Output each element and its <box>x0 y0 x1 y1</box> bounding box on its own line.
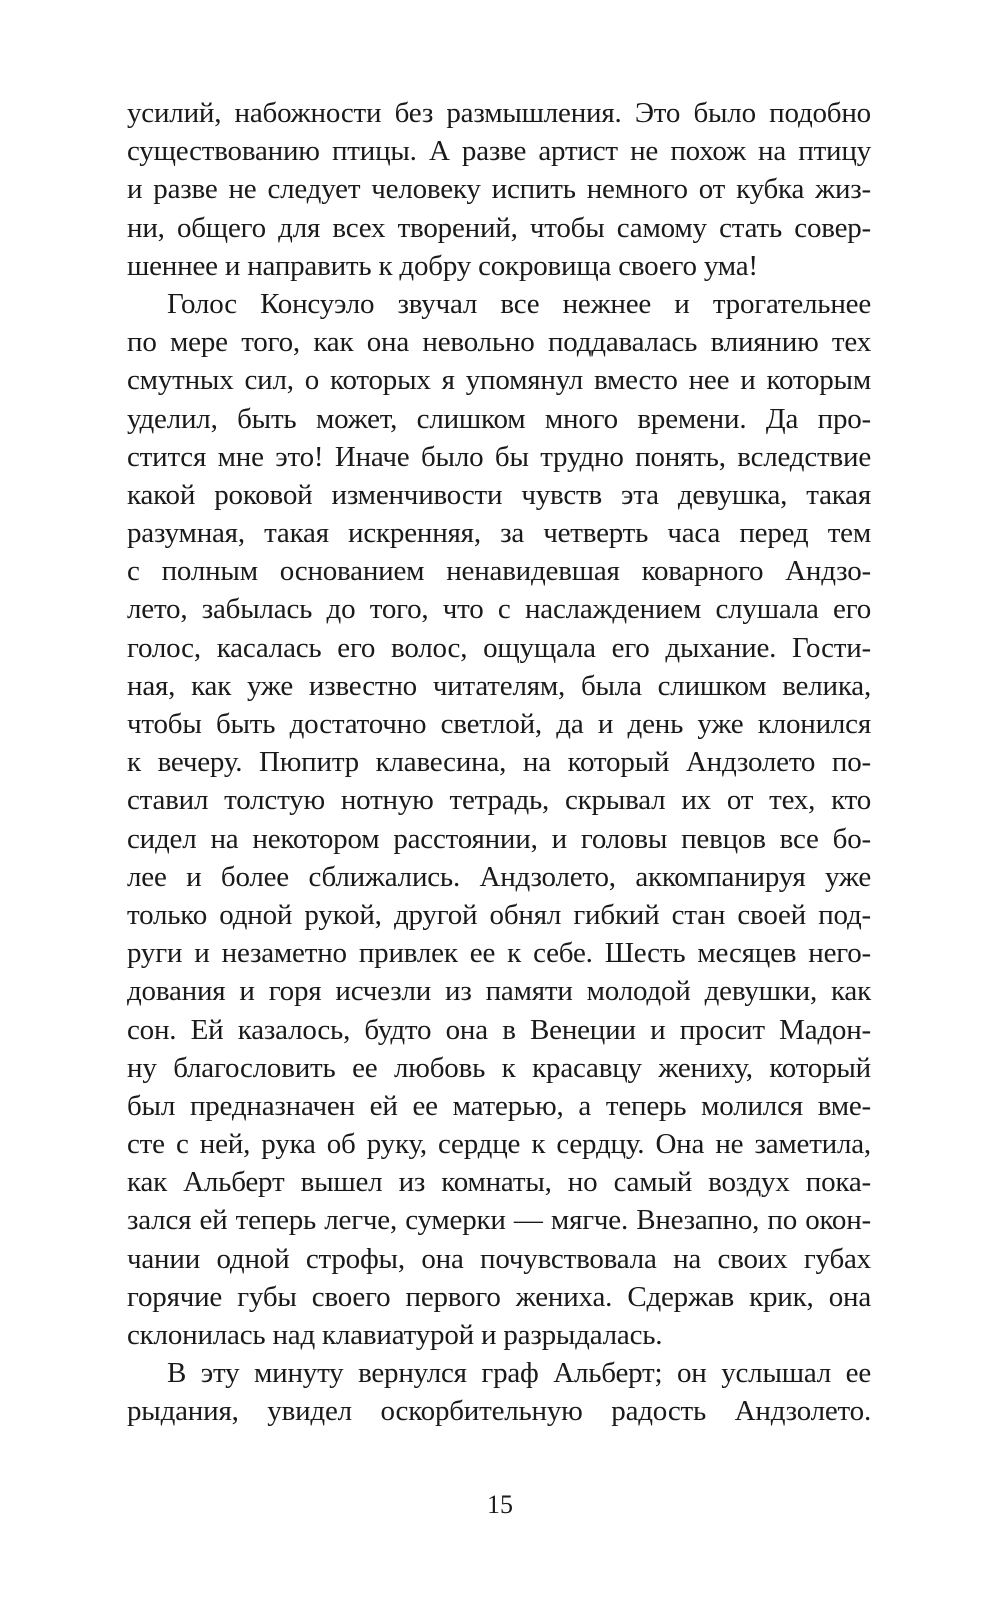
text-line: сон. Ей казалось, будто она в Венеции и просит Мадон- <box>127 1013 871 1046</box>
paragraph <box>127 285 871 1354</box>
text-line: чтобы быть достаточно светлой, да и день уже клонился <box>127 708 871 740</box>
text-line: дования и горя исчезли из памяти молодой девушки, как <box>127 975 871 1008</box>
text-line: склонилась над клавиатурой и разрыдалась. <box>127 1319 663 1351</box>
text-line: по мере того, как она невольно поддавалась влиянию тех <box>127 326 871 359</box>
text-line: сте с ней, рука об руку, сердце к сердцу. Она не заметила, <box>127 1128 871 1161</box>
text-line: стится мне это! Иначе было бы трудно понять, вследствие <box>127 440 871 473</box>
text-line: рыдания, увидел оскорбительную радость Андзолето. <box>127 1395 871 1428</box>
paragraph <box>127 94 871 285</box>
text-line: руги и незаметно привлек ее к себе. Шесть месяцев него- <box>127 937 871 970</box>
page-body <box>127 94 871 1431</box>
text-line: был предназначен ей ее матерью, а теперь молился вме- <box>127 1089 871 1122</box>
text-line: горячие губы своего первого жениха. Сдержав крик, она <box>127 1280 871 1313</box>
text-line: лето, забылась до того, что с наслаждением слушала его <box>127 593 871 626</box>
text-line: ставил толстую нотную тетрадь, скрывал их от тех, кто <box>127 784 871 817</box>
text-line: ни, общего для всех творений, чтобы самому стать совер- <box>127 211 871 244</box>
page-number: 15 <box>487 1490 513 1519</box>
text-line: уделил, быть может, слишком много времени. Да про- <box>127 402 871 435</box>
text-line: с полным основанием ненавидевшая коварного Андзо- <box>127 555 871 588</box>
text-line: сидел на некотором расстоянии, и головы певцов все бо- <box>127 822 871 855</box>
text-line: ная, как уже известно читателям, была слишком велика, <box>127 669 871 702</box>
text-line: зался ей теперь легче, сумерки — мягче. Внезапно, по окон- <box>127 1204 871 1237</box>
text-line: лее и более сближались. Андзолето, аккомпанируя уже <box>127 860 871 893</box>
text-line: и разве не следует человеку испить немного от кубка жиз- <box>127 173 871 206</box>
text-line: разумная, такая искренняя, за четверть часа перед тем <box>127 517 871 550</box>
text-line: существованию птицы. А разве артист не похож на птицу <box>127 135 871 168</box>
text-line: Голос Консуэло звучал все нежнее и трогательнее <box>167 287 871 320</box>
text-line: усилий, набожности без размышления. Это было подобно <box>127 97 871 129</box>
text-line: как Альберт вышел из комнаты, но самый воздух пока- <box>127 1166 871 1199</box>
paragraph <box>127 1354 871 1430</box>
text-line: смутных сил, о которых я упомянул вместо нее и которым <box>127 364 871 397</box>
text-line: голос, касалась его волос, ощущала его дыхание. Гости- <box>127 631 871 664</box>
text-line: к вечеру. Пюпитр клавесина, на который Андзолето по- <box>127 746 871 779</box>
text-line: В эту минуту вернулся граф Альберт; он услышал ее <box>167 1357 871 1390</box>
text-line: чании одной строфы, она почувствовала на своих губах <box>127 1242 871 1275</box>
text-line: какой роковой изменчивости чувств эта девушка, такая <box>127 478 871 511</box>
text-line: ну благословить ее любовь к красавцу жениху, который <box>127 1051 871 1084</box>
text-line: шеннее и направить к добру сокровища своего ума! <box>127 249 758 282</box>
text-line: только одной рукой, другой обнял гибкий стан своей под- <box>127 898 871 931</box>
